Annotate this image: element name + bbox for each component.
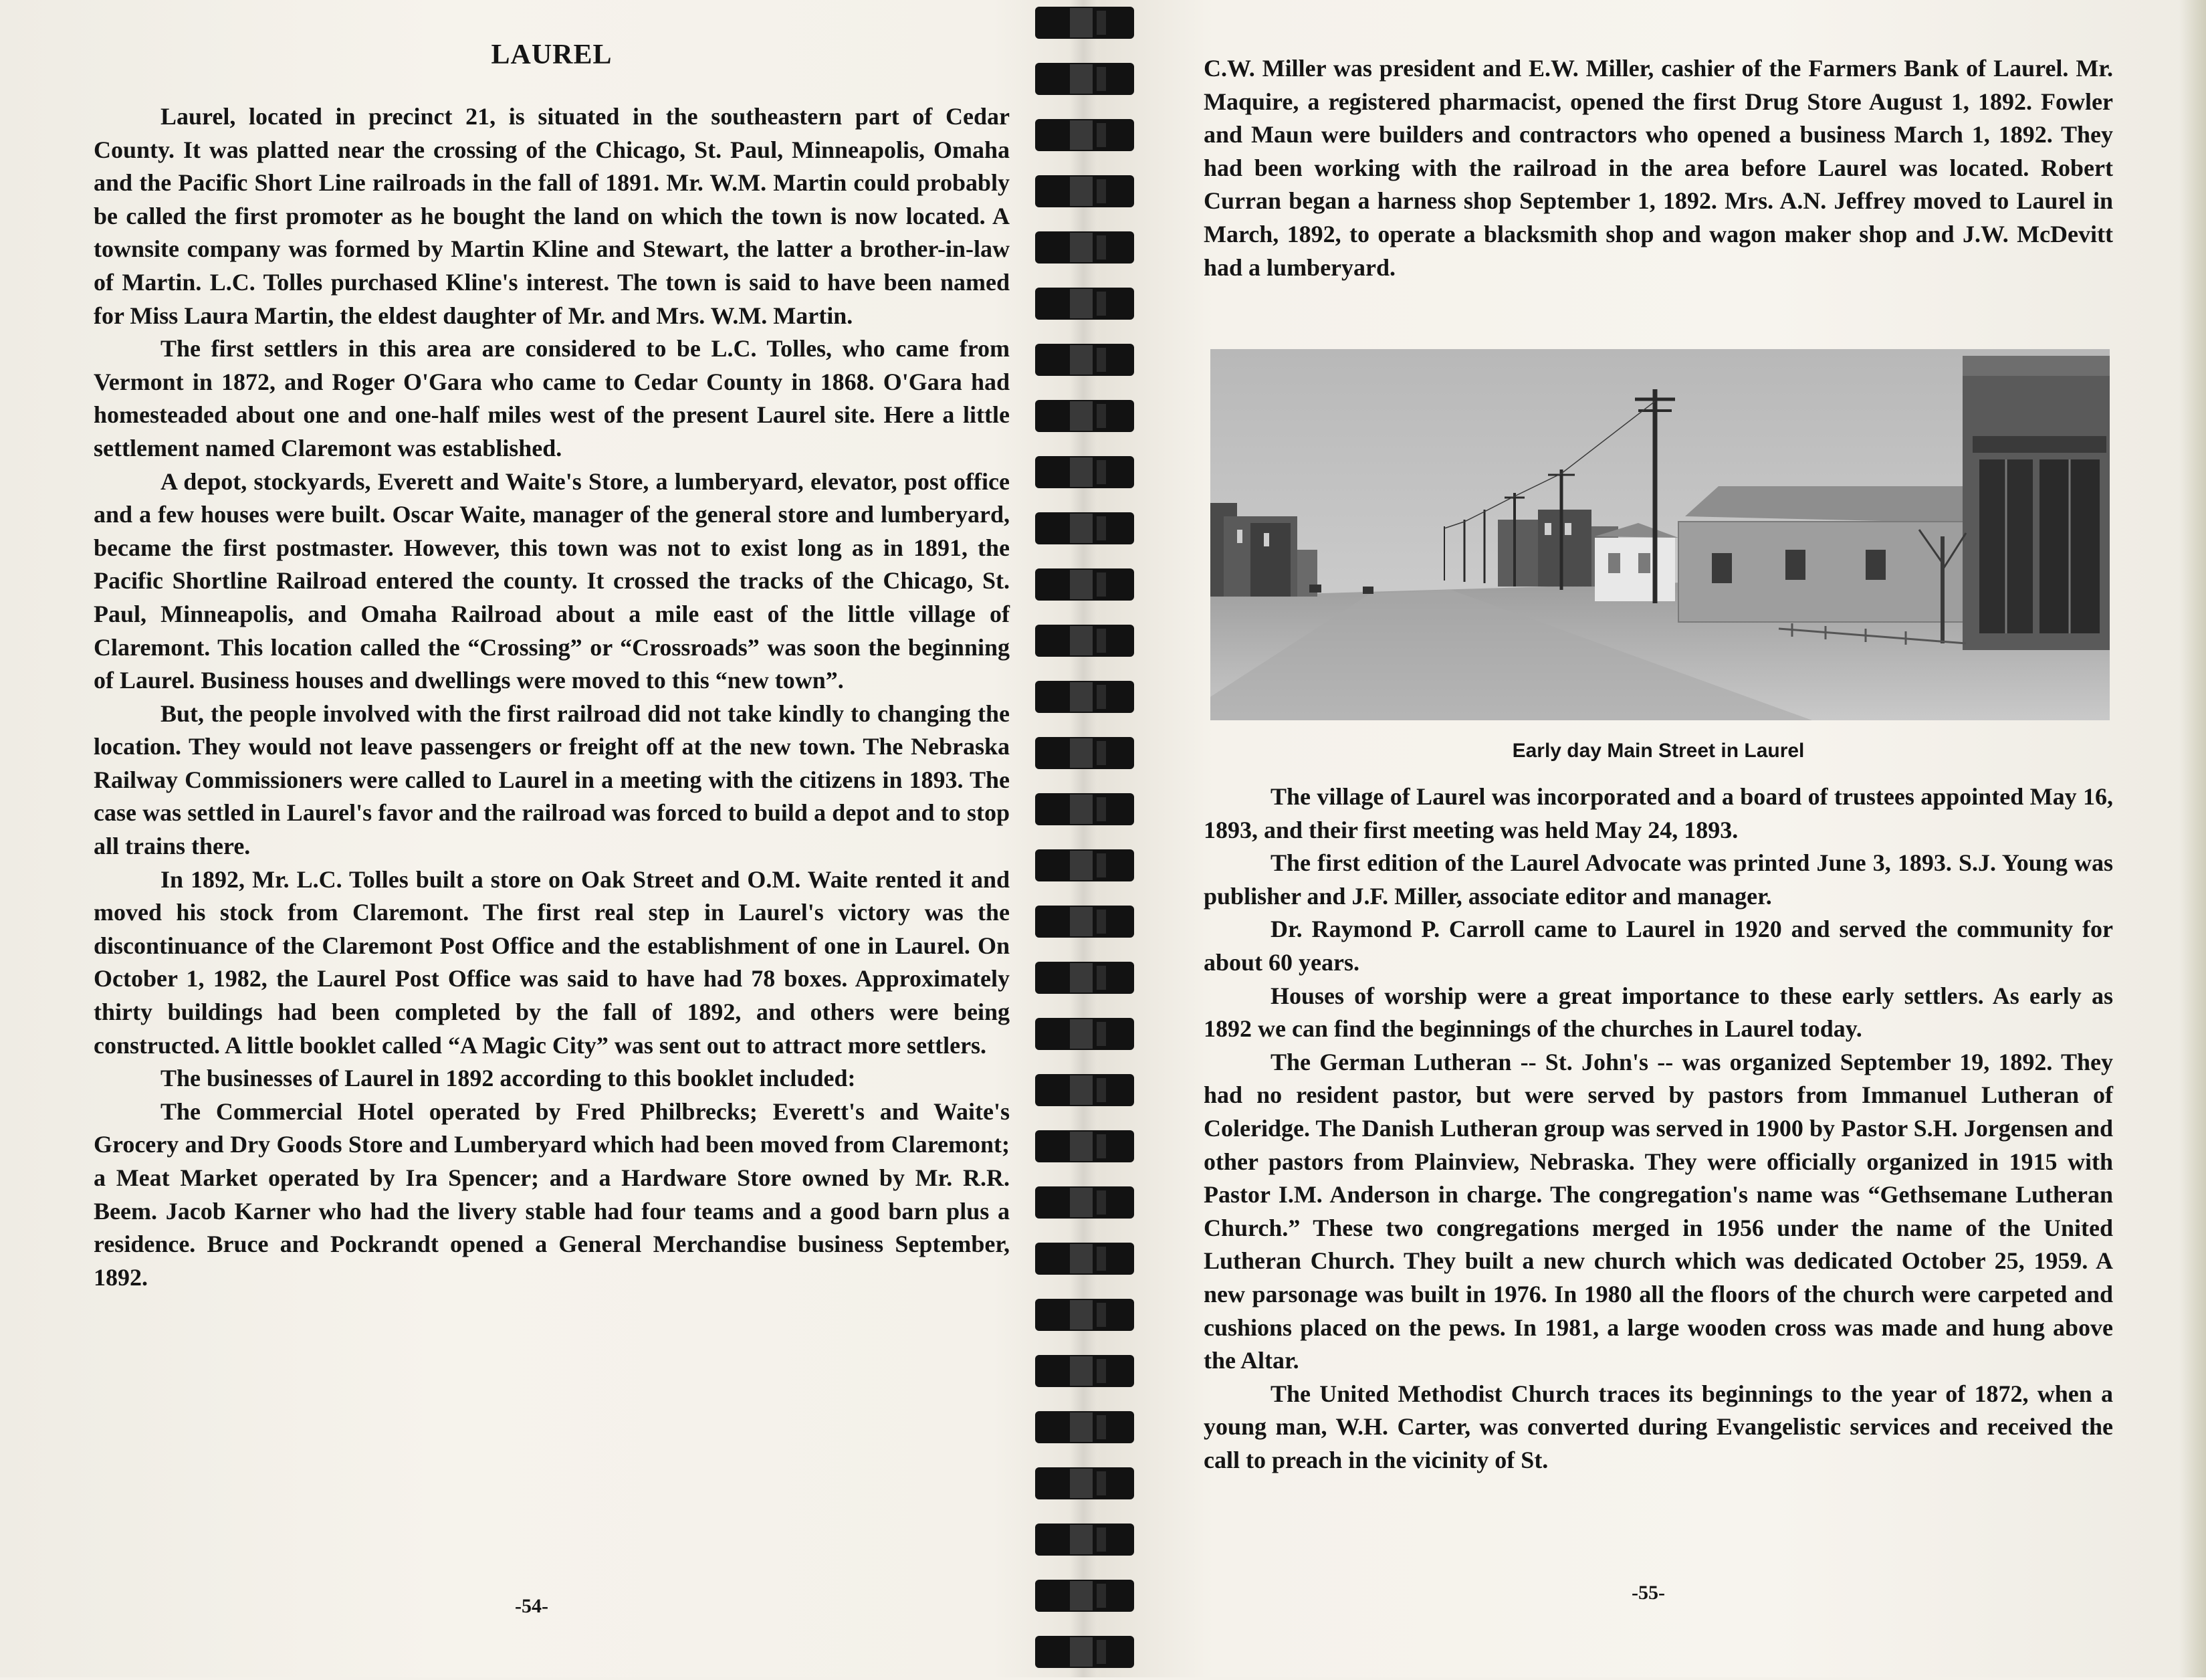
binding-coil — [1035, 512, 1134, 544]
paragraph: The United Methodist Church traces its beginnings to the year of 1872, when a young man, W.H. Carter, was converted during Evangelistic services and received the call to preach in the vicinity of St. — [1204, 1380, 2113, 1473]
spiral-binding — [1030, 0, 1150, 1677]
right-page-top-text — [1204, 52, 2113, 284]
page-edge — [2179, 0, 2206, 1677]
paragraph: Laurel, located in precinct 21, is situated in the southeastern part of Cedar County. It was platted near the crossing of the Chicago, St. Paul, Minneapolis, Omaha and the Pacific Short Line railroads in the fall of 1891. Mr. W.M. Martin could probably be called the first promoter as he bought the land on which the town is now located. A townsite company was formed by Martin Kline and Stewart, the latter a brother-in-law of Martin. L.C. Tolles purchased Kline's interest. The town is said to have been named for Miss Laura Martin, the eldest daughter of Mr. and Mrs. W.M. Martin. — [94, 103, 1010, 329]
page-number: -54- — [515, 1595, 548, 1617]
binding-coil — [1035, 681, 1134, 713]
right-page — [1204, 0, 2113, 1677]
binding-coil — [1035, 7, 1134, 39]
paragraph: The Commercial Hotel operated by Fred Philbrecks; Everett's and Waite's Grocery and Dry Goods Store and Lumberyard which had been moved from Claremont; a Meat Market operated by Ira Spencer; and a Hardware Store owned by Mr. R.R. Beem. Jacob Karner who had the livery stable had four teams and a good barn plus a residence. Bruce and Pockrandt opened a General Merchandise business September, 1892. — [94, 1097, 1010, 1291]
paragraph: The German Lutheran -- St. John's -- was organized September 19, 1892. They had no resident pastor, but were served by pastors from Immanuel Lutheran of Coleridge. The Danish Lutheran group was served in 1900 by Pastor S.H. Jorgensen and other pastors from Plainview, Nebraska. They were officially organized in 1915 with Pastor I.M. Anderson in charge. The congregation's name was “Gethsemane Lutheran Church.” These two congregations merged in 1956 under the name of the United Lutheran Church. They built a new church which was dedicated October 25, 1959. A new parsonage was built in 1976. In 1980 all the floors of the church were carpeted and cushions placed on the pews. In 1981, a large wooden cross was made and hung above the Altar. — [1204, 1048, 2113, 1374]
binding-coil — [1035, 344, 1134, 376]
binding-coil — [1035, 737, 1134, 769]
binding-coil — [1035, 625, 1134, 657]
binding-coil — [1035, 63, 1134, 95]
binding-coil — [1035, 1355, 1134, 1387]
binding-coil — [1035, 906, 1134, 938]
page-number: -55- — [1632, 1582, 1665, 1604]
left-page — [94, 0, 1010, 1677]
binding-coil — [1035, 1130, 1134, 1162]
paragraph: The first settlers in this area are considered to be L.C. Tolles, who came from Vermont in 1872, and Roger O'Gara who came to Cedar County in 1868. O'Gara had homesteaded about one and one-half miles west of the present Laurel site. Here a little settlement named Claremont was established. — [94, 335, 1010, 461]
binding-coil — [1035, 1186, 1134, 1219]
binding-coil — [1035, 400, 1134, 432]
right-page-body — [1204, 780, 2113, 1477]
binding-coil — [1035, 1636, 1134, 1668]
binding-coil — [1035, 1580, 1134, 1612]
binding-coil — [1035, 849, 1134, 881]
binding-coil — [1035, 568, 1134, 601]
binding-coil — [1035, 175, 1134, 207]
binding-coil — [1035, 456, 1134, 488]
binding-coil — [1035, 231, 1134, 264]
paragraph: In 1892, Mr. L.C. Tolles built a store on Oak Street and O.M. Waite rented it and moved his stock from Claremont. The first real step in Laurel's victory was the discontinuance of the Claremont Post Office and the establishment of one in Laurel. On October 1, 1982, the Laurel Post Office was said to have had 78 boxes. Approximately thirty buildings had been completed by the fall of 1892, and others were being constructed. A little booklet called “A Magic City” was sent out to attract more settlers. — [94, 865, 1010, 1059]
paragraph: A depot, stockyards, Everett and Waite's Store, a lumberyard, elevator, post office and a few houses were built. Oscar Waite, manager of the general store and lumberyard, became the first postmaster. However, this town was not to exist long as in 1891, the Pacific Shortline Railroad entered the county. It crossed the tracks of the Chicago, St. Paul, Minneapolis, and Omaha Railroad about a mile east of the little village of Claremont. This location called the “Crossing” or “Crossroads” was soon the beginning of Laurel. Business houses and dwellings were moved to this “new town”. — [94, 467, 1010, 694]
paragraph: Houses of worship were a great importance to these early settlers. As early as 1892 we can find the beginnings of the churches in Laurel today. — [1204, 982, 2113, 1043]
main-street-photo — [1210, 349, 2110, 720]
paragraph: C.W. Miller was president and E.W. Miller, cashier of the Farmers Bank of Laurel. Mr. Maquire, a registered pharmacist, opened the first Drug Store August 1, 1892. Fowler and Maun were builders and contractors who opened a business March 1, 1892. They had been working with the railroad in the area before Laurel was located. Robert Curran began a harness shop September 1, 1892. Mrs. A.N. Jeffrey moved to Laurel in March, 1892, to operate a blacksmith shop and wagon maker shop and J.W. McDevitt had a lumberyard. — [1204, 55, 2113, 281]
paragraph: The businesses of Laurel in 1892 according to this booklet included: — [160, 1065, 856, 1092]
binding-coil — [1035, 119, 1134, 151]
binding-coil — [1035, 1467, 1134, 1499]
street-scene-illustration — [1210, 349, 2110, 720]
binding-coil — [1035, 1524, 1134, 1556]
binding-coil — [1035, 288, 1134, 320]
binding-coil — [1035, 1018, 1134, 1050]
left-page-body — [94, 100, 1010, 1294]
photo-caption: Early day Main Street in Laurel — [1512, 740, 1805, 762]
paragraph: Dr. Raymond P. Carroll came to Laurel in 1920 and served the community for about 60 years. — [1204, 916, 2113, 976]
paragraph: But, the people involved with the first railroad did not take kindly to changing the location. They would not leave passengers or freight off at the new town. The Nebraska Railway Commissioners were called to Laurel in a meeting with the citizens in 1893. The case was settled in Laurel's favor and the railroad was forced to build a depot and to stop all trains there. — [94, 700, 1010, 860]
binding-coil — [1035, 1074, 1134, 1106]
paragraph: The village of Laurel was incorporated and a board of trustees appointed May 16, 1893, and their first meeting was held May 24, 1893. — [1204, 783, 2113, 843]
binding-coils — [1030, 0, 1150, 1677]
binding-coil — [1035, 1243, 1134, 1275]
chapter-title: LAUREL — [491, 39, 613, 70]
binding-coil — [1035, 962, 1134, 994]
binding-coil — [1035, 1411, 1134, 1443]
paragraph: The first edition of the Laurel Advocate was printed June 3, 1893. S.J. Young was publisher and J.F. Miller, associate editor and manager. — [1204, 849, 2113, 910]
binding-coil — [1035, 793, 1134, 825]
binding-coil — [1035, 1299, 1134, 1331]
